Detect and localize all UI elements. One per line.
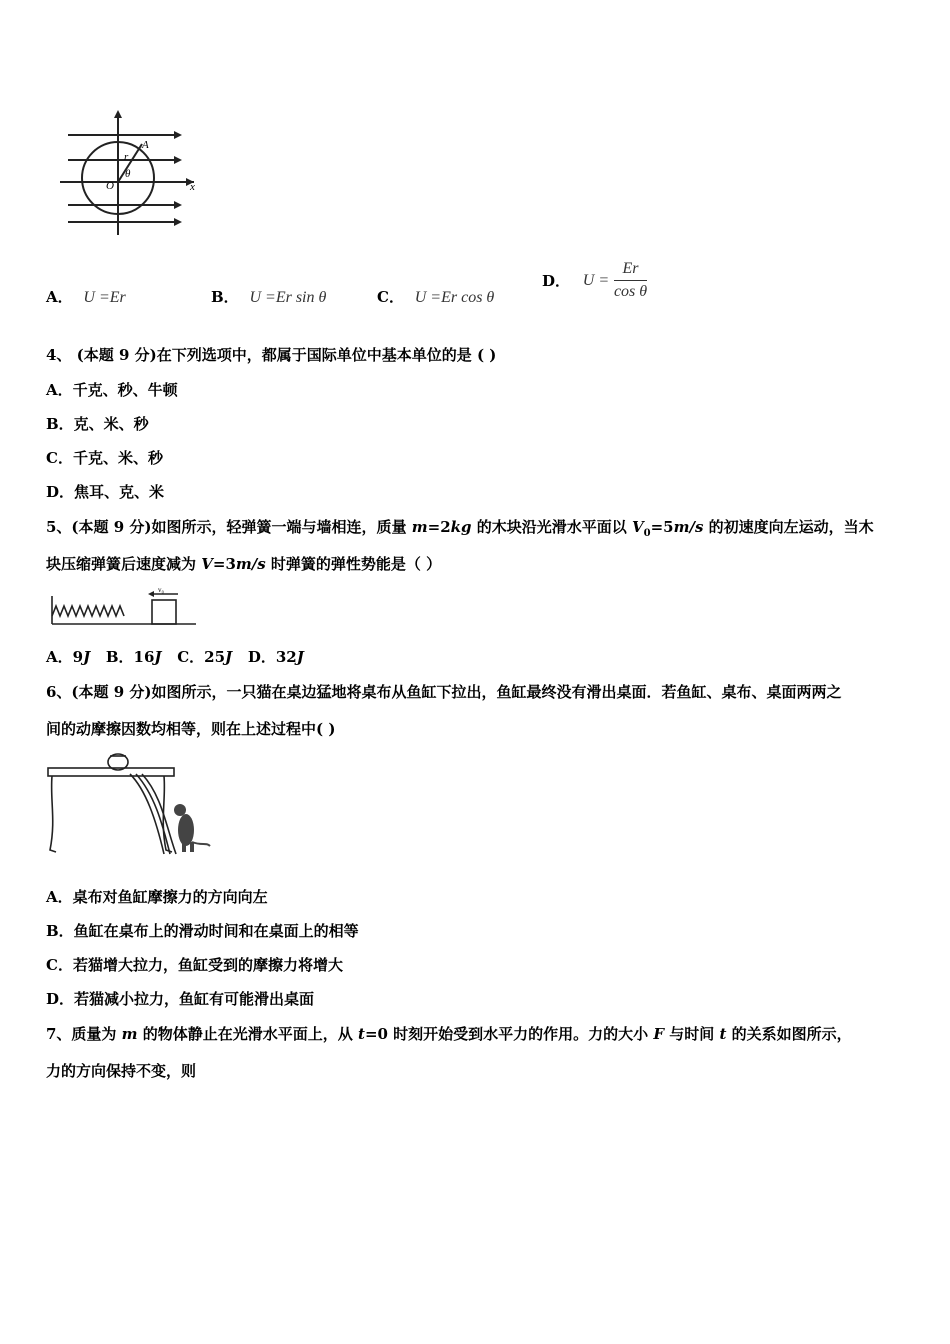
text: =0 时刻开始受到水平力的作用。力的大小 — [364, 1025, 654, 1043]
q4-option-b: B．克、米、秒 — [46, 415, 149, 433]
formula: U =Er cos θ — [414, 289, 495, 306]
q5-option-b — [106, 648, 162, 666]
q5-options — [46, 646, 304, 667]
text: 的物体静止在光滑水平面上，从 — [137, 1025, 358, 1043]
q7-stem-line2: 力的方向保持不变，则 — [46, 1062, 197, 1080]
velocity-label: v₀ — [158, 586, 164, 594]
q6-option-d: D．若猫减小拉力，鱼缸有可能滑出桌面 — [46, 990, 315, 1008]
q6-stem-line1: 6、(本题 9 分)如图所示，一只猫在桌边猛地将桌布从鱼缸下拉出，鱼缸最终没有滑出桌面．若鱼缸、桌布、桌面两两之 — [46, 683, 842, 701]
fraction — [614, 260, 647, 301]
text: =3 — [212, 555, 236, 573]
fraction-denominator: cos θ — [613, 283, 648, 300]
spring-block-figure — [46, 586, 206, 632]
unit: J — [83, 648, 91, 666]
fraction-numerator: Er — [614, 260, 647, 281]
q7-stem-line1 — [46, 1023, 852, 1044]
formula-lhs: U = — [582, 271, 610, 289]
var-t: t — [358, 1025, 365, 1043]
unit-kg: kg — [450, 518, 472, 536]
option-label: A． — [46, 288, 73, 306]
figure-label-theta: θ — [125, 168, 131, 180]
var-v: V — [201, 555, 213, 573]
unit-ms: m/s — [673, 518, 704, 536]
q5-stem-line2 — [46, 553, 441, 574]
q4-option-a: A．千克、秒、牛顿 — [46, 381, 178, 399]
q4-option-c: C．千克、米、秒 — [46, 449, 163, 467]
figure-label-O: O — [106, 180, 114, 192]
text: 与时间 — [664, 1025, 720, 1043]
text: =2 — [427, 518, 451, 536]
figure-label-A: A — [142, 139, 149, 151]
option-label: C． — [377, 288, 404, 306]
q5-stem-line1 — [46, 516, 874, 539]
q4-stem: 4、 (本题 9 分)在下列选项中，都属于国际单位中基本单位的是 ( ) — [46, 346, 497, 364]
var-t: t — [719, 1025, 727, 1043]
unit: J — [296, 648, 304, 666]
cat-table-figure — [46, 750, 214, 862]
field-circle-figure — [46, 100, 204, 245]
q3-option-b — [211, 286, 326, 307]
text: 块压缩弹簧后速度减为 — [46, 555, 202, 573]
option-label: A．9 — [46, 648, 84, 666]
var-F: F — [653, 1025, 665, 1043]
q3-option-c — [377, 286, 494, 307]
q3-option-d — [542, 260, 647, 301]
text: 5、(本题 9 分)如图所示，轻弹簧一端与墙相连，质量 — [46, 518, 412, 536]
option-label: B． — [211, 288, 239, 306]
q6-option-c: C．若猫增大拉力，鱼缸受到的摩擦力将增大 — [46, 956, 343, 974]
text: =5 — [650, 518, 674, 536]
figure-label-r: r — [124, 151, 129, 163]
var-m: m — [411, 518, 428, 536]
var-v0: V — [631, 518, 644, 536]
q6-stem-line2: 间的动摩擦因数均相等，则在上述过程中( ) — [46, 720, 336, 738]
q3-option-a — [46, 286, 126, 307]
text: 的关系如图所示， — [726, 1025, 852, 1043]
formula: U =Er sin θ — [249, 289, 327, 306]
figure-label-x: x — [190, 181, 195, 193]
option-label: D．32 — [247, 648, 297, 666]
unit: J — [154, 648, 162, 666]
option-label: C．25 — [177, 648, 226, 666]
subscript: 0 — [643, 528, 651, 539]
text: 7、质量为 — [46, 1025, 122, 1043]
text: 的初速度向左运动，当木 — [703, 518, 874, 536]
q5-option-c — [177, 648, 232, 666]
option-label: B．16 — [105, 648, 155, 666]
text: 时弹簧的弹性势能是（ ） — [265, 555, 442, 573]
var-m: m — [121, 1025, 138, 1043]
text: 的木块沿光滑水平面以 — [471, 518, 632, 536]
formula: U =Er — [83, 289, 126, 306]
q6-option-a: A．桌布对鱼缸摩擦力的方向向左 — [46, 888, 268, 906]
option-label: D． — [542, 272, 571, 290]
q6-option-b: B．鱼缸在桌布上的滑动时间和在桌面上的相等 — [46, 922, 359, 940]
q4-option-d: D．焦耳、克、米 — [46, 483, 165, 501]
q5-option-a — [46, 648, 90, 666]
unit-ms: m/s — [235, 555, 266, 573]
q5-option-d — [248, 648, 304, 666]
unit: J — [225, 648, 233, 666]
